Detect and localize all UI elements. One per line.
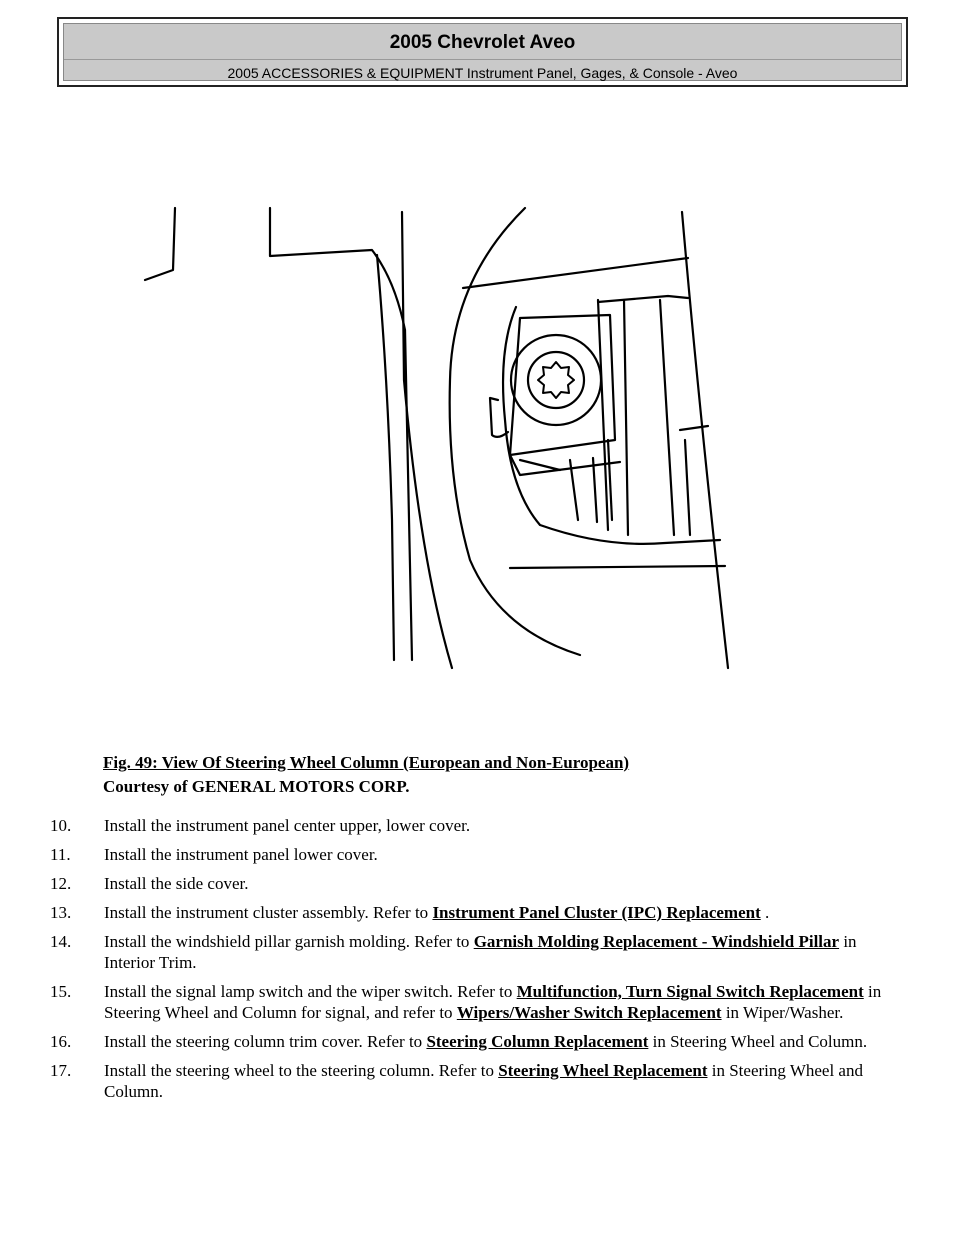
step-text: in Interior Trim. <box>104 932 857 972</box>
step-number: 12. <box>50 874 72 893</box>
vertical-channel-3 <box>660 300 674 535</box>
step-number: 14. <box>50 932 72 951</box>
step-number: 17. <box>50 1061 72 1080</box>
vertical-channel-4 <box>685 440 690 535</box>
reference-link[interactable]: Instrument Panel Cluster (IPC) Replacement <box>432 903 761 922</box>
procedure-steps <box>50 815 900 1110</box>
procedure-step <box>50 844 900 865</box>
step-number: 16. <box>50 1032 72 1051</box>
step-text: Install the side cover. <box>104 874 249 893</box>
procedure-step <box>50 981 900 1023</box>
figure-courtesy: Courtesy of GENERAL MOTORS CORP. <box>103 777 410 796</box>
procedure-step <box>50 1060 900 1102</box>
figure-title[interactable]: Fig. 49: View Of Steering Wheel Column (European and Non-European) <box>103 753 630 772</box>
right-edge-line <box>682 212 728 668</box>
header-panel <box>63 23 902 81</box>
step-text: Install the steering column trim cover. Refer to <box>104 1032 427 1051</box>
slot-2 <box>593 458 597 522</box>
step-text: Install the instrument panel lower cover. <box>104 845 378 864</box>
ridge-small <box>520 460 560 470</box>
torx-socket-icon <box>538 362 574 398</box>
procedure-step <box>50 931 900 973</box>
reference-link[interactable]: Wipers/Washer Switch Replacement <box>456 1003 722 1022</box>
vertical-channel-2 <box>624 300 628 535</box>
ridge-diagonal <box>680 426 708 430</box>
procedure-step <box>50 815 900 836</box>
step-text: in Wiper/Washer. <box>721 1003 844 1022</box>
step-number: 10. <box>50 816 72 835</box>
step-text: Install the windshield pillar garnish molding. Refer to <box>104 932 474 951</box>
pillar-panel-outline <box>270 208 412 660</box>
step-number: 13. <box>50 903 72 922</box>
pillar-inner-line <box>377 255 394 660</box>
header-divider <box>64 59 901 60</box>
cover-bottom-edge <box>510 566 725 568</box>
step-number: 15. <box>50 982 72 1001</box>
steering-column-illustration <box>100 195 860 675</box>
step-text: Install the instrument cluster assembly. Refer to <box>104 903 433 922</box>
document-subtitle: 2005 ACCESSORIES & EQUIPMENT Instrument Panel, Gages, & Console - Aveo <box>227 65 738 81</box>
step-text: in Steering Wheel and Column. <box>104 1061 863 1101</box>
step-text: . <box>760 903 770 922</box>
panel-right-line <box>402 212 452 668</box>
step-text: Install the signal lamp switch and the wiper switch. Refer to <box>104 982 517 1001</box>
figure-caption <box>103 751 629 799</box>
step-text: in Steering Wheel and Column. <box>648 1032 868 1051</box>
step-text: in Steering Wheel and Column for signal, and refer to <box>104 982 882 1022</box>
procedure-step <box>50 1031 900 1052</box>
step-number: 11. <box>50 845 71 864</box>
channel-top-edge <box>598 296 688 302</box>
reference-link[interactable]: Steering Column Replacement <box>426 1032 649 1051</box>
vertical-channel-1 <box>598 300 608 530</box>
bolt-washer <box>511 335 601 425</box>
step-text: Install the steering wheel to the steering column. Refer to <box>104 1061 499 1080</box>
document-title: 2005 Chevrolet Aveo <box>389 32 576 53</box>
cover-top-edge <box>463 258 688 288</box>
slot-3 <box>608 440 612 520</box>
trim-edge-line <box>145 208 175 280</box>
step-text: Install the instrument panel center upper, lower cover. <box>104 816 471 835</box>
bracket-lower <box>510 455 620 475</box>
procedure-step <box>50 873 900 894</box>
reference-link[interactable]: Multifunction, Turn Signal Switch Replacement <box>516 982 864 1001</box>
procedure-step <box>50 902 900 923</box>
bolt-head <box>528 352 584 408</box>
reference-link[interactable]: Garnish Molding Replacement - Windshield Pillar <box>473 932 840 951</box>
page-header <box>57 17 908 87</box>
reference-link[interactable]: Steering Wheel Replacement <box>498 1061 708 1080</box>
